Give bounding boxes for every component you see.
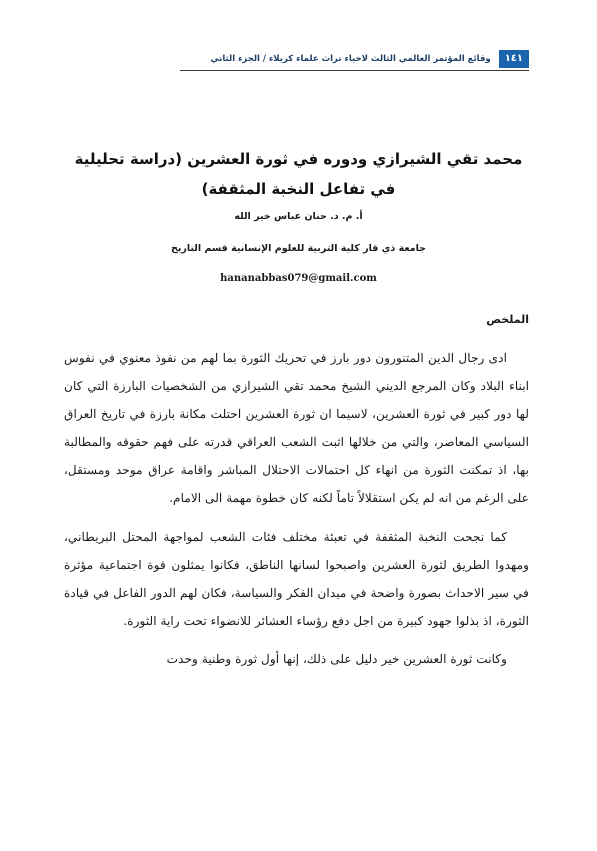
author-name: أ. م. د. حنان عباس خير الله <box>234 211 363 222</box>
abstract-body <box>64 344 529 683</box>
running-title: وقائع المؤتمر العالمي الثالث لاحياء تراث علماء كربلاء / الجزء الثاني <box>210 54 491 64</box>
abstract-paragraph: وكانت ثورة العشرين خير دليل على ذلك، إنها أول ثورة وطنية وحدت <box>166 651 507 666</box>
page-number: ١٤١ <box>499 50 529 68</box>
running-header <box>180 48 529 71</box>
author-affiliation: جامعة ذي قار كلية التربية للعلوم الإنسانية قسم التاريخ <box>170 243 426 254</box>
article-title: محمد تقي الشيرازي ودوره في ثورة العشرين (دراسة تحليلية في تفاعل النخبة المثقفة) <box>74 150 523 198</box>
author-email: hananabbas079@gmail.com <box>220 273 377 284</box>
abstract-paragraph: ادى رجال الدين المتنورون دور بارز في تحريك الثورة بما لهم من نفوذ معنوي في نفوس ابناء البلاد وكان المرجع الديني الشيخ محمد تقي الشيرازي من الشخصيات البارزة التي كان لها دور كبير في ثورة العشرين، لاسيما ان ثورة العشرين احتلت مكانة بارزة في تاريخ العراق السياسي المعاصر، والتي من خلالها اثبت الشعب العراقي قدرته على فهم حقوقه والمطالبة بها، اذ تمكنت الثورة من انهاء كل احتمالات الاحتلال المباشر واقامة عراق موحد ومستقل، على الرغم من انه لم يكن استقلالاً تاماً لكنه كان خطوة مهمة الى الامام. <box>64 351 529 506</box>
abstract-heading: الملخص <box>486 313 529 326</box>
abstract-paragraph: كما نجحت النخبة المثقفة في تعبئة مختلف فئات الشعب لمواجهة المحتل البريطاني، ومهدوا الطريق لثورة العشرين واصبحوا لسانها الناطق، فكانوا يمثلون قوة اجتماعية مؤثرة في سير الاحداث بصورة واضحة في ميدان الفكر والسياسة، فكان لهم الدور الفاعل في قيادة الثورة، اذ بذلوا جهود كبيرة من اجل دفع رؤساء العشائر للانضواء تحت راية الثورة. <box>64 529 529 628</box>
